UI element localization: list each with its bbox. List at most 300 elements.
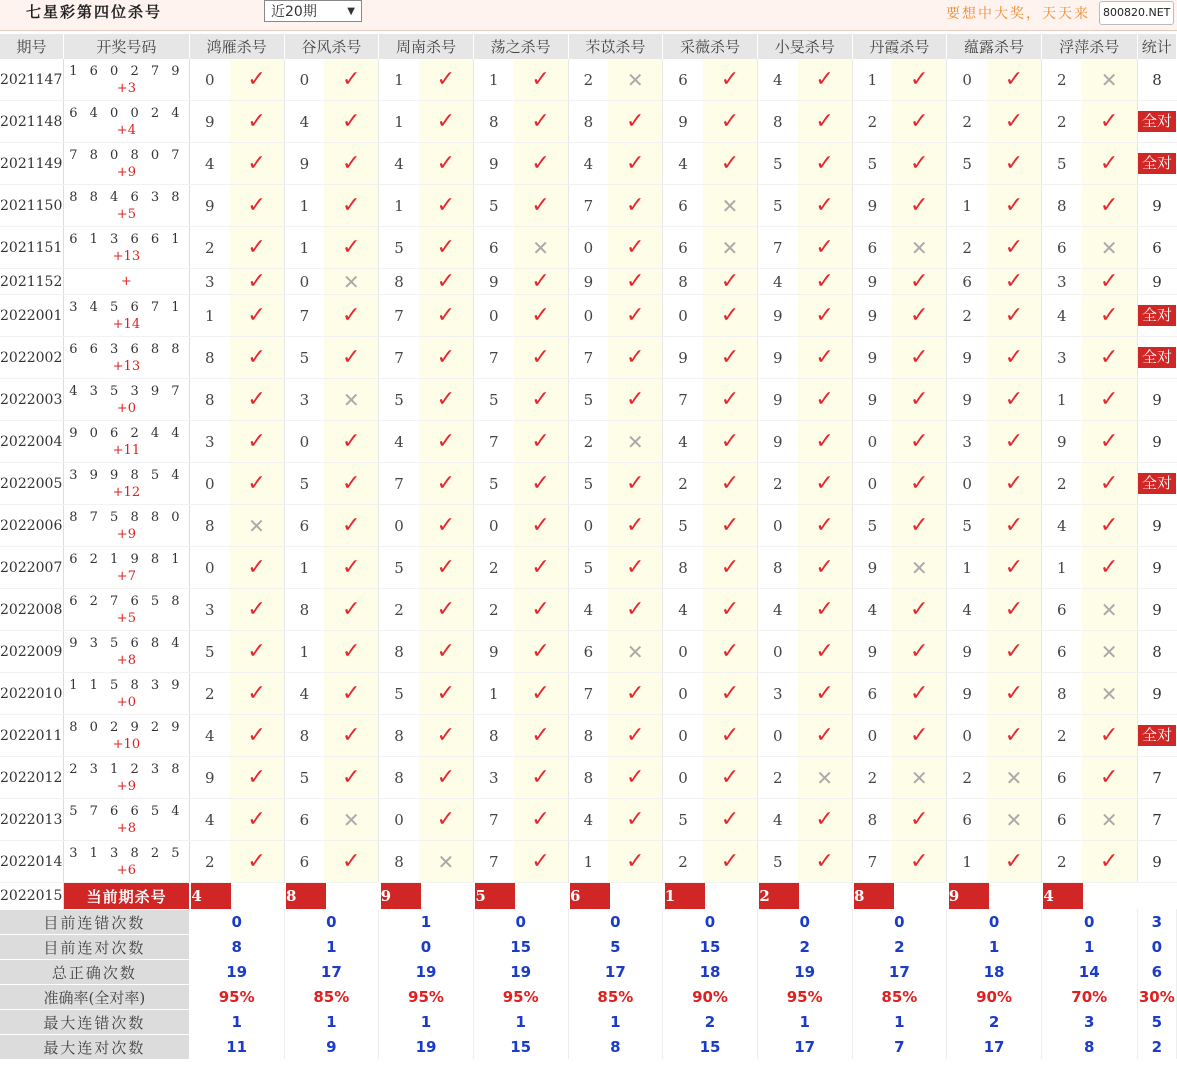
kill-number: 9 [473, 269, 513, 295]
result-cell [608, 227, 662, 269]
kill-number: 7 [663, 379, 703, 421]
summary-value: 90% [663, 985, 758, 1010]
check-icon: ✓ [436, 193, 456, 218]
check-icon: ✓ [910, 471, 929, 496]
kill-number: 0 [189, 59, 229, 101]
draw-sum: +5 [116, 610, 136, 626]
issue-number: 2022006 [0, 505, 63, 547]
check-icon: ✓ [1099, 555, 1119, 580]
kill-number: 6 [947, 269, 987, 295]
summary-value: 2 [663, 1010, 758, 1035]
kill-number: 4 [379, 143, 419, 185]
summary-value: 1 [379, 910, 474, 935]
check-icon: ✓ [815, 429, 834, 454]
kill-number: 2 [568, 421, 608, 463]
draw-sum: +14 [112, 316, 141, 332]
result-cell [514, 505, 568, 547]
result-cell [514, 227, 568, 269]
row-stat: 9 [1137, 379, 1176, 421]
result-cell [892, 269, 946, 295]
result-cell [230, 841, 284, 883]
result-cell [703, 799, 757, 841]
summary-value: 0 [663, 910, 758, 935]
kill-number: 8 [379, 269, 419, 295]
result-cell [892, 505, 946, 547]
check-icon: ✓ [342, 151, 361, 176]
kill-number: 5 [852, 505, 892, 547]
row-stat: 7 [1137, 757, 1176, 799]
result-cell [324, 269, 378, 295]
kill-number: 8 [1041, 673, 1081, 715]
check-icon: ✓ [1004, 235, 1024, 260]
check-icon: ✓ [720, 67, 740, 92]
check-icon: ✓ [247, 269, 266, 294]
check-icon: ✓ [1004, 303, 1024, 328]
result-cell [1082, 295, 1137, 337]
check-icon: ✓ [531, 269, 550, 294]
check-icon: ✓ [720, 303, 740, 328]
result-cell [892, 101, 946, 143]
check-icon: ✓ [436, 597, 456, 622]
result-cell [892, 185, 946, 227]
draw-numbers [63, 547, 189, 589]
check-icon: ✓ [910, 723, 929, 748]
kill-number: 7 [852, 841, 892, 883]
result-cell [892, 799, 946, 841]
kill-number: 5 [473, 185, 513, 227]
check-icon: ✓ [1099, 345, 1119, 370]
check-icon: ✓ [531, 151, 550, 176]
cross-icon: ✕ [437, 849, 455, 874]
result-cell [798, 505, 852, 547]
check-icon: ✓ [626, 345, 645, 370]
kill-number: 1 [284, 227, 324, 269]
summary-value: 17 [284, 960, 379, 985]
kill-number: 2 [757, 463, 797, 505]
row-stat [1137, 463, 1176, 505]
result-cell [1082, 379, 1137, 421]
check-icon: ✓ [626, 513, 645, 538]
check-icon: ✓ [626, 681, 645, 706]
issue-number: 2022001 [0, 295, 63, 337]
current-kill-number: 1 [665, 883, 705, 909]
kill-number: 1 [379, 59, 419, 101]
check-icon: ✓ [342, 597, 361, 622]
kill-number: 2 [189, 227, 229, 269]
table-row [0, 379, 1177, 421]
result-cell [1082, 101, 1137, 143]
kill-number: 9 [947, 379, 987, 421]
result-cell [419, 295, 473, 337]
result-cell [419, 757, 473, 799]
cross-icon: ✕ [342, 387, 360, 412]
kill-number: 2 [1041, 841, 1081, 883]
kill-number: 2 [947, 227, 987, 269]
summary-value: 18 [947, 960, 1042, 985]
result-cell [892, 463, 946, 505]
check-icon: ✓ [247, 471, 266, 496]
summary-value: 17 [947, 1035, 1042, 1060]
kill-number: 2 [947, 295, 987, 337]
check-icon: ✓ [1004, 193, 1024, 218]
result-cell [419, 547, 473, 589]
draw-numbers [63, 337, 189, 379]
issue-number: 2021148 [0, 101, 63, 143]
result-cell [514, 185, 568, 227]
result-cell [892, 547, 946, 589]
table-row [0, 715, 1177, 757]
col-expert: 蕴露杀号 [947, 34, 1042, 59]
result-cell [230, 227, 284, 269]
kill-number: 2 [663, 841, 703, 883]
col-stat: 统计 [1137, 34, 1176, 59]
kill-number: 0 [663, 715, 703, 757]
summary-value: 3 [1041, 1010, 1137, 1035]
check-icon: ✓ [910, 109, 929, 134]
draw-digits: 8 7 5 8 8 0 [69, 509, 184, 525]
result-cell [1082, 227, 1137, 269]
summary-value: 1 [284, 935, 379, 960]
kill-number: 0 [568, 295, 608, 337]
result-cell [1082, 143, 1137, 185]
draw-numbers [63, 589, 189, 631]
summary-value: 95% [379, 985, 474, 1010]
kill-number: 9 [852, 379, 892, 421]
check-icon: ✓ [1099, 849, 1119, 874]
check-icon: ✓ [531, 765, 550, 790]
kill-number: 2 [473, 589, 513, 631]
kill-number: 3 [473, 757, 513, 799]
draw-numbers [63, 841, 189, 883]
kill-number: 5 [568, 379, 608, 421]
check-icon: ✓ [910, 151, 929, 176]
check-icon: ✓ [626, 807, 645, 832]
table-row [0, 143, 1177, 185]
current-kill-number: 9 [949, 883, 989, 909]
check-icon: ✓ [531, 513, 550, 538]
result-cell [703, 631, 757, 673]
check-icon: ✓ [1004, 681, 1024, 706]
cross-icon: ✕ [626, 429, 644, 454]
kill-number: 2 [947, 757, 987, 799]
kill-number: 2 [663, 463, 703, 505]
check-icon: ✓ [1004, 849, 1024, 874]
result-cell [514, 269, 568, 295]
summary-value: 85% [284, 985, 379, 1010]
kill-number: 4 [663, 589, 703, 631]
result-cell [230, 421, 284, 463]
current-kill-number: 2 [759, 883, 799, 909]
all-correct-badge: 全对 [1138, 473, 1176, 494]
result-cell [608, 143, 662, 185]
check-icon: ✓ [247, 303, 266, 328]
kill-number: 9 [852, 631, 892, 673]
kill-number: 6 [284, 841, 324, 883]
check-icon: ✓ [1004, 555, 1024, 580]
check-icon: ✓ [626, 765, 645, 790]
check-icon: ✓ [436, 109, 456, 134]
result-cell [419, 673, 473, 715]
summary-label: 总正确次数 [0, 960, 189, 985]
check-icon: ✓ [720, 807, 740, 832]
result-cell [230, 295, 284, 337]
result-cell [230, 715, 284, 757]
summary-row [0, 910, 1177, 935]
issue-number: 2022005 [0, 463, 63, 505]
kill-number: 8 [284, 715, 324, 757]
check-icon: ✓ [1099, 193, 1119, 218]
result-cell [324, 337, 378, 379]
kill-number: 5 [947, 143, 987, 185]
table-row [0, 101, 1177, 143]
result-cell [324, 421, 378, 463]
period-select-value: 近20期 [271, 4, 317, 20]
col-expert: 浮萍杀号 [1041, 34, 1137, 59]
summary-value: 19 [379, 960, 474, 985]
kill-number: 0 [757, 715, 797, 757]
check-icon: ✓ [815, 597, 834, 622]
summary-row [0, 960, 1177, 985]
cross-icon: ✕ [1100, 235, 1118, 260]
kill-number: 0 [473, 295, 513, 337]
summary-value: 15 [473, 935, 568, 960]
summary-value: 0 [757, 910, 852, 935]
kill-number: 9 [757, 295, 797, 337]
draw-numbers [63, 631, 189, 673]
kill-number: 5 [568, 463, 608, 505]
kill-number: 0 [379, 799, 419, 841]
kill-number: 3 [189, 421, 229, 463]
kill-number: 3 [1041, 337, 1081, 379]
kill-number: 8 [568, 757, 608, 799]
cross-icon: ✕ [1100, 67, 1118, 92]
table-row [0, 631, 1177, 673]
result-cell [798, 715, 852, 757]
check-icon: ✓ [626, 235, 645, 260]
result-cell [703, 715, 757, 757]
current-kill-cell [852, 883, 947, 910]
check-icon: ✓ [626, 849, 645, 874]
kill-number: 4 [284, 101, 324, 143]
check-icon: ✓ [1099, 429, 1119, 454]
result-cell [892, 379, 946, 421]
draw-sum: +11 [112, 442, 141, 458]
check-icon: ✓ [342, 723, 361, 748]
draw-numbers [63, 185, 189, 227]
result-cell [230, 143, 284, 185]
draw-digits: 8 8 4 6 3 8 [69, 189, 184, 205]
table-row [0, 337, 1177, 379]
check-icon: ✓ [720, 849, 740, 874]
check-icon: ✓ [247, 723, 266, 748]
check-icon: ✓ [247, 765, 266, 790]
current-kill-number: 8 [286, 883, 326, 909]
check-icon: ✓ [342, 429, 361, 454]
result-cell [987, 589, 1041, 631]
current-kill-number: 9 [381, 883, 421, 909]
kill-number: 8 [189, 505, 229, 547]
result-cell [892, 757, 946, 799]
kill-number: 0 [757, 631, 797, 673]
check-icon: ✓ [531, 429, 550, 454]
check-icon: ✓ [720, 555, 740, 580]
draw-digits: 3 9 9 8 5 4 [69, 467, 184, 483]
check-icon: ✓ [720, 639, 740, 664]
result-cell [1082, 505, 1137, 547]
kill-number: 7 [568, 337, 608, 379]
result-cell [1082, 589, 1137, 631]
result-cell [987, 715, 1041, 757]
summary-value: 0 [473, 910, 568, 935]
check-icon: ✓ [910, 345, 929, 370]
kill-number: 1 [947, 185, 987, 227]
result-cell [419, 421, 473, 463]
kill-number: 4 [379, 421, 419, 463]
summary-value: 95% [189, 985, 284, 1010]
check-icon: ✓ [436, 269, 456, 294]
kill-number: 2 [473, 547, 513, 589]
draw-numbers [63, 227, 189, 269]
check-icon: ✓ [531, 67, 550, 92]
kill-number: 9 [663, 337, 703, 379]
result-cell [230, 269, 284, 295]
current-stat [1137, 883, 1176, 910]
summary-value: 8 [1041, 1035, 1137, 1060]
check-icon: ✓ [342, 109, 361, 134]
summary-value: 19 [379, 1035, 474, 1060]
result-cell [1082, 59, 1137, 101]
issue-number: 2021152 [0, 269, 63, 295]
kill-number: 9 [568, 269, 608, 295]
check-icon: ✓ [342, 345, 361, 370]
check-icon: ✓ [815, 849, 834, 874]
row-stat: 6 [1137, 227, 1176, 269]
result-cell [230, 185, 284, 227]
summary-value: 2 [757, 935, 852, 960]
kill-number-table [0, 34, 1177, 1059]
kill-number: 0 [947, 463, 987, 505]
result-cell [608, 589, 662, 631]
check-icon: ✓ [910, 387, 929, 412]
current-kill-cell [284, 883, 379, 910]
table-row [0, 505, 1177, 547]
cross-icon: ✕ [1005, 807, 1023, 832]
summary-value: 85% [852, 985, 947, 1010]
kill-number: 9 [852, 269, 892, 295]
result-cell [514, 337, 568, 379]
result-cell [419, 185, 473, 227]
site-link[interactable]: 800820.NET [1099, 1, 1174, 25]
result-cell [230, 101, 284, 143]
draw-sum: +0 [116, 694, 136, 710]
check-icon: ✓ [1099, 151, 1119, 176]
kill-number: 8 [852, 799, 892, 841]
kill-number: 4 [757, 589, 797, 631]
row-stat: 9 [1137, 589, 1176, 631]
check-icon: ✓ [720, 269, 740, 294]
table-row [0, 421, 1177, 463]
result-cell [608, 101, 662, 143]
kill-number: 9 [473, 631, 513, 673]
row-stat: 9 [1137, 547, 1176, 589]
col-expert: 谷风杀号 [284, 34, 379, 59]
check-icon: ✓ [815, 807, 834, 832]
current-label: 当前期杀号 [63, 883, 189, 910]
check-icon: ✓ [247, 555, 266, 580]
kill-number: 4 [568, 799, 608, 841]
current-row-group [0, 883, 1177, 910]
check-icon: ✓ [1099, 269, 1119, 294]
result-cell [324, 295, 378, 337]
result-cell [703, 841, 757, 883]
draw-sum: +6 [116, 862, 136, 878]
draw-digits: 7 8 0 8 0 7 [69, 147, 184, 163]
result-cell [230, 59, 284, 101]
kill-number: 2 [189, 841, 229, 883]
kill-number: 0 [663, 295, 703, 337]
check-icon: ✓ [342, 67, 361, 92]
kill-number: 9 [189, 757, 229, 799]
check-icon: ✓ [531, 639, 550, 664]
result-cell [514, 59, 568, 101]
cross-icon: ✕ [721, 193, 739, 218]
kill-number: 6 [1041, 589, 1081, 631]
check-icon: ✓ [247, 151, 266, 176]
check-icon: ✓ [815, 109, 834, 134]
check-icon: ✓ [815, 303, 834, 328]
result-cell [703, 757, 757, 799]
kill-number: 9 [189, 101, 229, 143]
check-icon: ✓ [531, 193, 550, 218]
check-icon: ✓ [720, 765, 740, 790]
period-select[interactable] [264, 0, 362, 22]
check-icon: ✓ [531, 807, 550, 832]
check-icon: ✓ [342, 193, 361, 218]
check-icon: ✓ [815, 193, 834, 218]
kill-number: 6 [852, 227, 892, 269]
row-stat: 9 [1137, 841, 1176, 883]
result-cell [798, 673, 852, 715]
result-cell [608, 337, 662, 379]
kill-number: 8 [379, 715, 419, 757]
current-kill-cell [757, 883, 852, 910]
current-kill-cell [947, 883, 1042, 910]
summary-value: 18 [663, 960, 758, 985]
check-icon: ✓ [910, 849, 929, 874]
cross-icon: ✕ [626, 639, 644, 664]
result-cell [987, 547, 1041, 589]
check-icon: ✓ [1004, 345, 1024, 370]
check-icon: ✓ [720, 597, 740, 622]
check-icon: ✓ [342, 765, 361, 790]
result-cell [1082, 463, 1137, 505]
result-cell [892, 589, 946, 631]
kill-number: 4 [189, 143, 229, 185]
draw-numbers [63, 379, 189, 421]
result-cell [798, 799, 852, 841]
kill-number: 9 [757, 379, 797, 421]
result-cell [703, 463, 757, 505]
check-icon: ✓ [531, 387, 550, 412]
check-icon: ✓ [626, 723, 645, 748]
result-cell [419, 505, 473, 547]
current-kill-cell [663, 883, 758, 910]
cross-icon: ✕ [1100, 681, 1118, 706]
check-icon: ✓ [910, 639, 929, 664]
check-icon: ✓ [1004, 639, 1024, 664]
kill-number: 2 [947, 101, 987, 143]
check-icon: ✓ [626, 109, 645, 134]
